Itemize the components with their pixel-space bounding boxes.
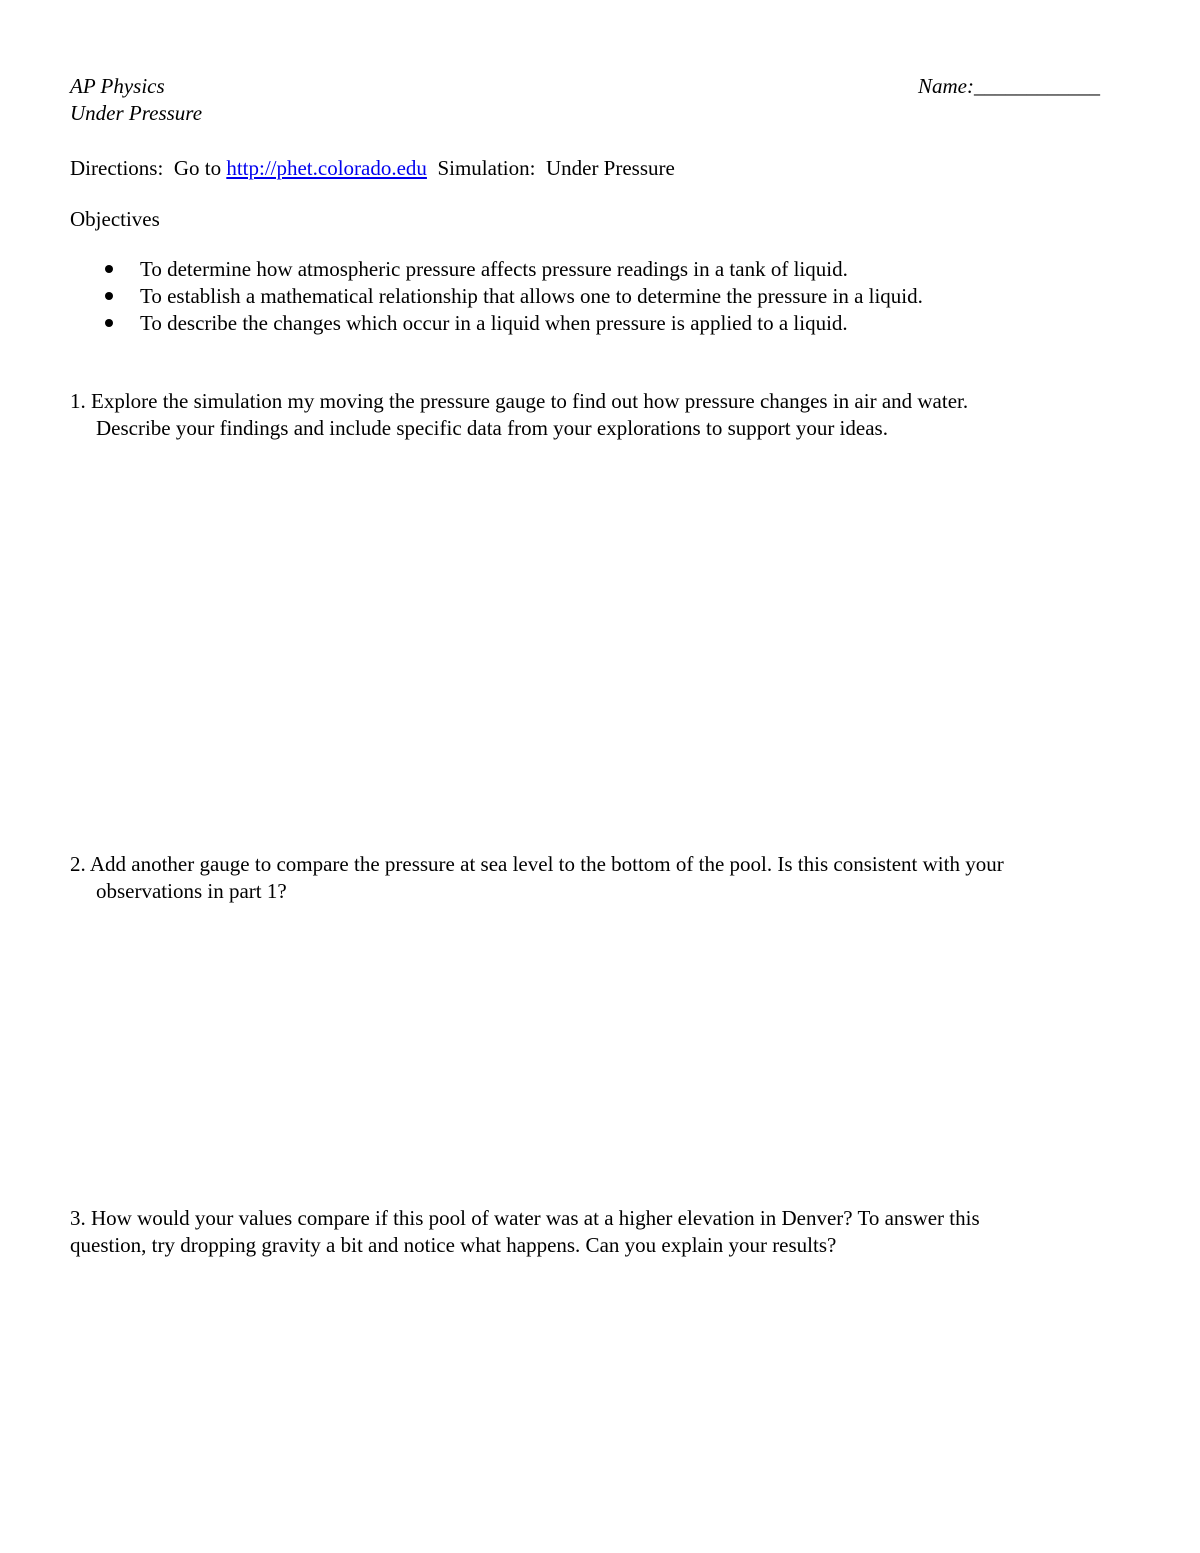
directions-line bbox=[70, 155, 675, 182]
objectives-heading: Objectives bbox=[70, 207, 160, 231]
phet-link[interactable]: http://phet.colorado.edu bbox=[226, 156, 427, 180]
answer-space-2[interactable] bbox=[70, 915, 1130, 1195]
question-3-line-2: question, try dropping gravity a bit and notice what happens. Can you explain your results? bbox=[70, 1233, 837, 1257]
answer-space-3[interactable] bbox=[70, 1270, 1130, 1530]
answer-space-1[interactable] bbox=[70, 450, 1130, 840]
question-1-line-1: 1. Explore the simulation my moving the pressure gauge to find out how pressure changes in air and water. bbox=[70, 389, 969, 413]
name-blank[interactable]: ____________ bbox=[974, 74, 1100, 98]
directions-label: Directions: bbox=[70, 156, 164, 180]
name-label: Name: bbox=[918, 74, 974, 98]
question-3-line-1: 3. How would your values compare if this pool of water was at a higher elevation in Denver? To answer this bbox=[70, 1206, 980, 1230]
directions-go-to: Go to bbox=[173, 156, 222, 180]
worksheet-title: Under Pressure bbox=[70, 101, 203, 125]
bullet-icon bbox=[105, 292, 113, 300]
bullet-icon bbox=[105, 265, 113, 273]
course-name: AP Physics bbox=[70, 74, 165, 98]
question-2-line-2: observations in part 1? bbox=[96, 879, 287, 903]
bullet-icon bbox=[105, 319, 113, 327]
objective-item: To determine how atmospheric pressure affects pressure readings in a tank of liquid. bbox=[140, 257, 848, 281]
question-1-line-2: Describe your findings and include specific data from your explorations to support your ideas. bbox=[96, 416, 888, 440]
name-field[interactable] bbox=[918, 73, 1100, 100]
question-2-line-1: 2. Add another gauge to compare the pressure at sea level to the bottom of the pool. Is this consistent with your bbox=[70, 852, 1004, 876]
simulation-label: Simulation: bbox=[437, 156, 536, 180]
simulation-name: Under Pressure bbox=[545, 156, 675, 180]
objective-item: To describe the changes which occur in a liquid when pressure is applied to a liquid. bbox=[140, 311, 848, 335]
objective-item: To establish a mathematical relationship that allows one to determine the pressure in a liquid. bbox=[140, 284, 923, 308]
